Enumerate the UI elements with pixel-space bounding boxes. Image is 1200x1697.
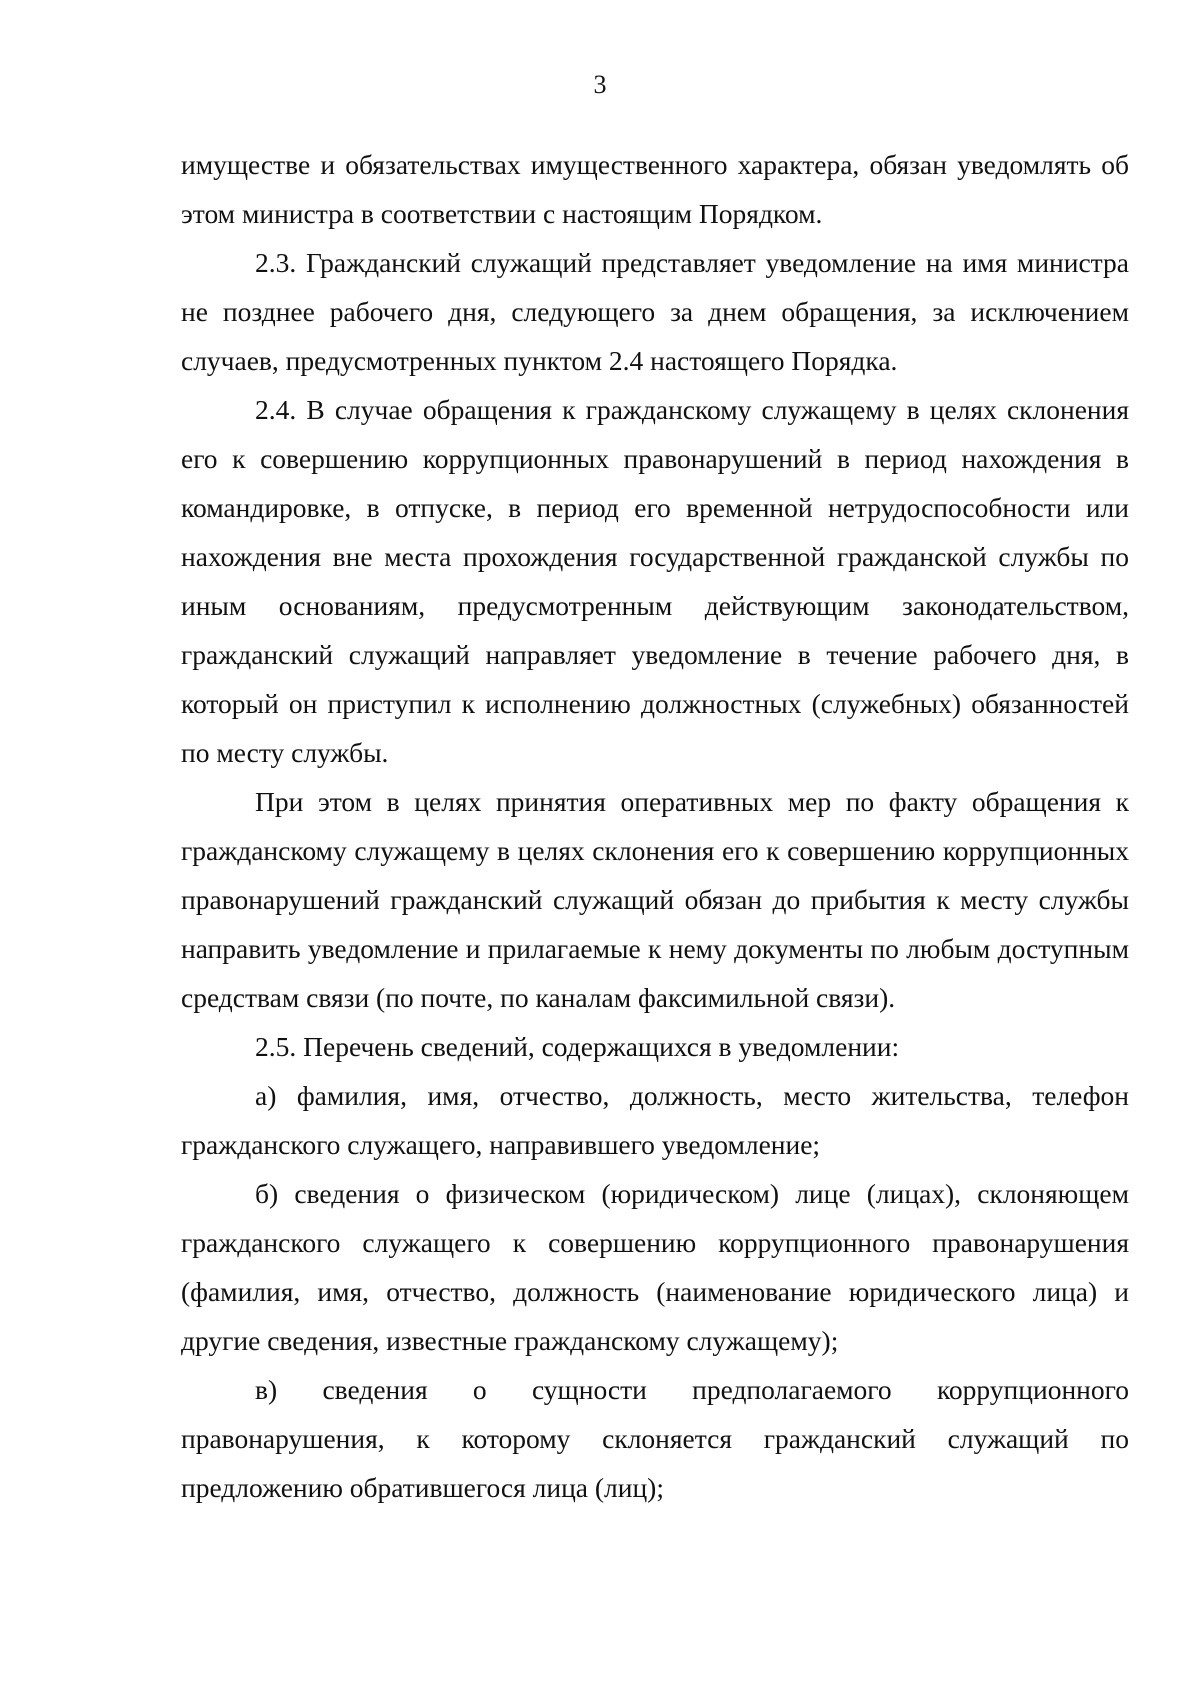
paragraph-continuation: имуществе и обязательствах имущественного характера, обязан уведомлять об этом министра в соответствии с настоящим Порядком. <box>181 149 1129 229</box>
document-body <box>181 140 1129 1512</box>
list-item-b: б) сведения о физическом (юридическом) лице (лицах), склоняющем гражданского служащего к совершению коррупционного правонарушения (фамилия, имя, отчество, должность (наименование юридического лица) и другие сведения, известные гражданскому служащему); <box>181 1178 1129 1356</box>
page-number: 3 <box>593 70 607 99</box>
list-item-a: а) фамилия, имя, отчество, должность, место жительства, телефон гражданского служащего, направившего уведомление; <box>181 1080 1129 1160</box>
paragraph-2-4: 2.4. В случае обращения к гражданскому служащему в целях склонения его к совершению коррупционных правонарушений в период нахождения в командировке, в отпуске, в период его временной нетрудоспособности или нахождения вне места прохождения государственной гражданской службы по иным основаниям, предусмотренным действующим законодательством, гражданский служащий направляет уведомление в течение рабочего дня, в который он приступил к исполнению должностных (служебных) обязанностей по месту службы. <box>181 394 1129 768</box>
paragraph-pri-etom: При этом в целях принятия оперативных мер по факту обращения к гражданскому служащему в целях склонения его к совершению коррупционных правонарушений гражданский служащий обязан до прибытия к месту службы направить уведомление и прилагаемые к нему документы по любым доступным средствам связи (по почте, по каналам факсимильной связи). <box>181 786 1129 1013</box>
paragraph-2-3: 2.3. Гражданский служащий представляет уведомление на имя министра не позднее рабочего дня, следующего за днем обращения, за исключением случаев, предусмотренных пунктом 2.4 настоящего Порядка. <box>181 247 1129 376</box>
list-item-v: в) сведения о сущности предполагаемого коррупционного правонарушения, к которому склоняется гражданский служащий по предложению обратившегося лица (лиц); <box>181 1374 1129 1503</box>
paragraph-2-5: 2.5. Перечень сведений, содержащихся в уведомлении: <box>255 1031 900 1062</box>
